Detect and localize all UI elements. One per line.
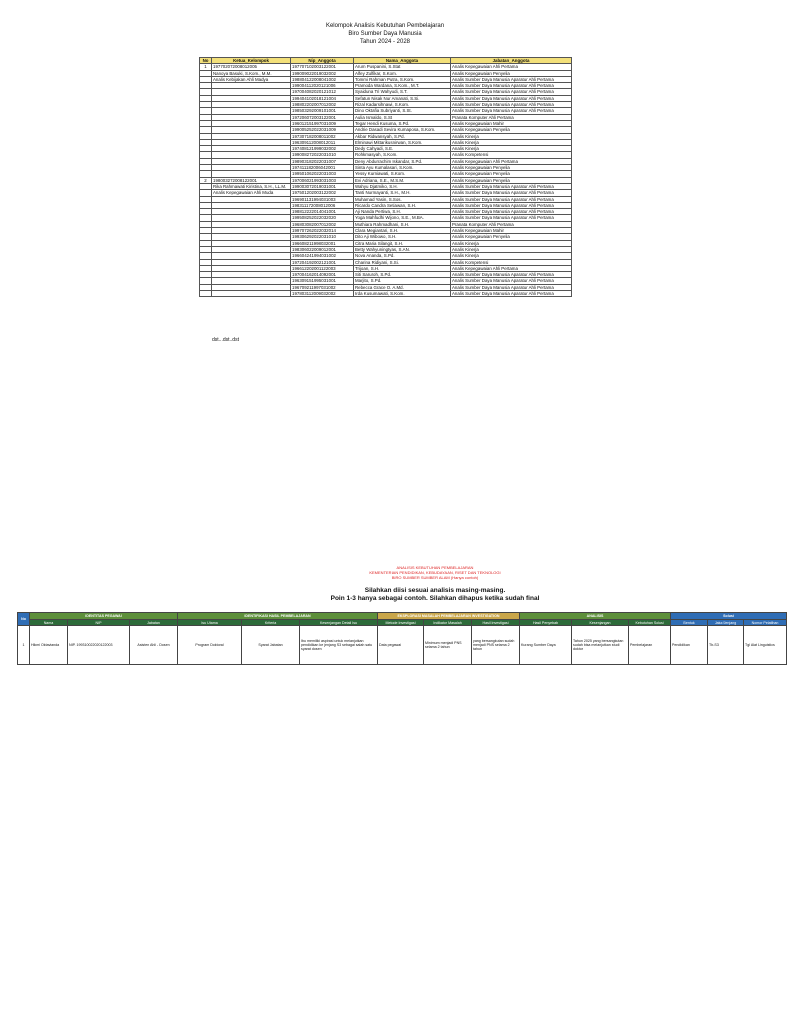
cell-nip: 197204192002121001 [291,259,354,265]
cell-nama: Yoga Mahfudhi Wijono, S.E., M.BA. [354,215,451,221]
cell-jabatan: Analis Kinerja [451,253,572,259]
cell-nama: Dito Aji Wibowo, S.H. [354,234,451,240]
cell-ketua: Analis Kebijakan Ahli Madya [212,76,291,82]
cell-nip: 196604241994031002 [291,253,354,259]
cell-nip: 198812222014041001 [291,209,354,215]
row-indikator: Minimum menjadi PNS selama 2 tahun [424,626,472,665]
cell-nama: Nova Ananda, S.Pd. [354,253,451,259]
cell-nama: Muhamad Yasin, S.Sos. [354,196,451,202]
cell-jabatan: Analis Sumber Daya Manusia Aparatur Ahli Pertama [451,215,572,221]
cell-nip: 197803112009032002 [291,290,354,296]
cell-jabatan: Analis Sumber Daya Manusia Aparatur Ahli Pertama [451,290,572,296]
cell-nama: Dedy Cahyadi, S.E. [354,146,451,152]
cell-nama: Rohkmasyah, S.Kom. [354,152,451,158]
cell-jabatan: Analis Sumber Daya Manusia Aparatur Ahli Pertama [451,272,572,278]
cell-nama: Sinta Ayu Kumalasari, S.Kom. [354,165,451,171]
row-kebutuhan: Pembelajaran [629,626,671,665]
cell-jabatan: Analis Sumber Daya Manusia Aparatur Ahli Pertama [451,183,572,189]
cell-ketua: Analis Kepegawaian Ahli Muda [212,190,291,196]
cell-jabatan: Analis Sumber Daya Manusia Aparatur Ahli Pertama [451,284,572,290]
cell-ketua: 198003272008122001 [212,177,291,183]
cell-jabatan: Analis Sumber Daya Manusia Aparatur Ahli Pertama [451,202,572,208]
cell-nip: 199008272022031010 [291,152,354,158]
table-row [200,190,572,196]
cell-nip: 197707102003122001 [291,64,354,70]
cell-jabatan: Analis Kinerja [451,139,572,145]
cell-nip: 197307182008011002 [291,133,354,139]
row-no: 1 [18,626,30,665]
cell-jabatan: Analis Sumber Daya Manusia Aparatur Ahli Pertama [451,95,572,101]
cell-nip: 197501202003122002 [291,190,354,196]
sub-nip: NIP [68,620,130,626]
row-jalur: Tb-S3 [708,626,744,665]
group-eksplorasi: EKSPLORASI MASALAH PEMBELAJARAN INVESTIGATION [378,613,520,620]
cell-jabatan: Analis Kompetensi [451,259,572,265]
cell-jabatan: Analis Kepegawaian Ahli Pertama [451,265,572,271]
cell-nama: Charina Ridiyani, S.Si. [354,259,451,265]
table-row [200,64,572,70]
cell-nip: 199501062022031003 [291,171,354,177]
cell-jabatan: Analis Kinerja [451,146,572,152]
cell-nama: Ricardo Candra Setiawan, S.H. [354,202,451,208]
cell-jabatan: Analis Sumber Daya Manusia Aparatur Ahli Pertama [451,102,572,108]
cell-nip: 197006021993031003 [291,177,354,183]
group-analisis: ANALISIS [520,613,671,620]
cell-nip: 199004112020121006 [291,83,354,89]
cell-nama: Deny Abdurrachim Iskandar, S.Pd. [354,158,451,164]
title-line-3: Tahun 2024 - 2028 [359,39,411,45]
cell-jabatan: Analis Sumber Daya Manusia Aparatur Ahli Pertama [451,83,572,89]
cell-nama: Marjito, S.Pd. [354,278,451,284]
cell-jabatan: Analis Kompetensi [451,152,572,158]
sub-indikator: Indikator Masalah [424,620,472,626]
cell-nama: Tegar Hendi Kusuma, S.Pd. [354,120,451,126]
cell-nip: 198503292009101001 [291,108,354,114]
cell-jabatan: Analis Sumber Daya Manusia Aparatur Ahli Pertama [451,209,572,215]
cell-jabatan: Analis Kinerja [451,246,572,252]
title-line-2: Biro Sumber Daya Manusia [348,31,422,37]
sub-metode: Metode Investigasi [378,620,424,626]
cell-nip: 199707262022032014 [291,228,354,234]
cell-jabatan: Analis Sumber Daya Manusia Aparatur Ahli Pertama [451,196,572,202]
groups-table [199,57,572,297]
cell-jabatan: Analis Kepegawaian Penyelia [451,165,572,171]
cell-nip: 198802202007012002 [291,102,354,108]
col-ketua: Ketua_Kelompok [212,58,291,64]
cell-nama: Elminawi Mittarikusnirwan, S.Kom. [354,139,451,145]
cell-nama: Alfey Zulfikar, S.Kom. [354,70,451,76]
cell-ketua [212,290,291,296]
sub-nomor: Nomor Pelatihan [744,620,787,626]
etc-text: dst...dst..dst [212,337,239,343]
cell-nip: 197004162014092001 [291,272,354,278]
table-row [200,76,572,82]
sub-kriteria: Kriteria [242,620,300,626]
groups-table-header [200,58,572,64]
sub-hasil: Hasil Investigasi [472,620,520,626]
cell-nip: 197408121999032002 [291,146,354,152]
col-nip: Nip_Anggota [291,58,354,64]
title-line-1: Kelompok Analisis Kebutuhan Pembelajaran [325,23,445,29]
analysis-heading-3: BIRO SUMBER SUMBER ALAM (Hanya contoh) [391,575,479,580]
cell-nip: 197004082020121012 [291,89,354,95]
cell-nama: Dino Oktafia Subriyanti, S.St. [354,108,451,114]
cell-jabatan: Analis Sumber Daya Manusia Aparatur Ahli Pertama [451,278,572,284]
cell-jabatan: Pranata Komputer Ahli Pertama [451,114,572,120]
cell-no: 1 [200,64,212,70]
row-kriteria: Syarat Jabatan [242,626,300,665]
cell-nama: Tanti Nurmayanti, S.H., M.H. [354,190,451,196]
cell-jabatan: Analis Kepegawaian Penyelia [451,177,572,183]
cell-jabatan: Analis Kepegawaian Penyelia [451,171,572,177]
cell-nip: 196901131994031003 [291,196,354,202]
cell-nip: 199306292022031010 [291,234,354,240]
sub-isu: Isu Utama [178,620,242,626]
cell-nama: Syaiduna Tri Wahyudi, S.T. [354,89,451,95]
row-metode: Data pegawai [378,626,424,665]
cell-nama: Rizal Kadarsihnawi, S.Kom. [354,102,451,108]
col-nama: Nama_Anggota [354,58,451,64]
cell-nama: Trijoan, S.H. [354,265,451,271]
cell-nama: Aji Nanda Pertiwa, S.H. [354,209,451,215]
row-kesenjangan: Tahun 2025 yang bersangkutan sudah bisa melanjutkan studi doktor [572,626,629,665]
cell-nip: 199003072019031001 [291,183,354,189]
row-bentuk: Pendidikan [671,626,708,665]
row-penyebab: Kurang Sumber Daya [520,626,572,665]
group-identifikasi: IDENTIFIKASI HASIL PEMBELAJARAN [178,613,378,620]
cell-nip: 196012151997031009 [291,120,354,126]
cell-jabatan: Analis Kepegawaian Mahir [451,120,572,126]
cell-jabatan: Analis Sumber Daya Manusia Aparatur Ahli Pertama [451,190,572,196]
row-nip: NIP. 199310022020122003 [68,626,130,665]
sub-jabatan: Jabatan [130,620,178,626]
instruction-note-1: Silahkan diisi sesuai analisis masing-masing. [364,587,506,594]
cell-nama: Yessy Kurniawati, S.Kom. [354,171,451,177]
analysis-heading-1: ANALISIS KEBUTUHAN PEMBELAJARAN [396,565,474,570]
sub-detail: Kesenjangan Detail Isu [300,620,378,626]
row-isu: Program Doktoral [178,626,242,665]
cell-ketua: Nanoya Basuki, S.Kom., M.M. [212,70,291,76]
row-nomor: Tgl Alat Linguistics [744,626,787,665]
cell-nip: 198804122008041002 [291,76,354,82]
sub-nama: Nama [30,620,68,626]
cell-nip: 196709211997031002 [291,284,354,290]
cell-nip: 199508252022032020 [291,215,354,221]
cell-nama: Rebecca Grace O. A.Md. [354,284,451,290]
table-row [200,183,572,189]
row-detail: Ibu memiliki aspirasi untuk melanjutkan pendidikan ke jenjang S3 sebagai salah satu syarat dosen [300,626,378,665]
cell-nip: 196309112008012011 [291,139,354,145]
cell-nip: 197206072003122001 [291,114,354,120]
cell-nama: Muthiara Rahmadhani, S.H. [354,221,451,227]
cell-nama: Evi Adriana, S.E., M.S.M. [354,177,451,183]
cell-nip: 198311172008012006 [291,202,354,208]
cell-nip: 199005252022031009 [291,127,354,133]
cell-nip: 196803082007012002 [291,221,354,227]
cell-jabatan: Analis Sumber Daya Manusia Aparatur Ahli Pertama [451,108,572,114]
cell-nip: 196608211998032001 [291,240,354,246]
cell-nama: Citra Maria Silangit, S.H. [354,240,451,246]
cell-nama: Akbar Ridwansyah, S.Pd. [354,133,451,139]
cell-nip: 198306022009012001 [291,246,354,252]
cell-jabatan: Analis Sumber Daya Manusia Aparatur Ahli Pertama [451,76,572,82]
cell-nama: Betty Wahyuningtyas, S.AN. [354,246,451,252]
cell-jabatan: Analis Kepegawaian Mahir [451,228,572,234]
sub-jalur: Jalur/Jenjang [708,620,744,626]
cell-nama: Clara Megiantari, S.H. [354,228,451,234]
cell-jabatan: Analis Kepegawaian Penyelia [451,127,572,133]
sub-penyebab: Hasil Penyebab [520,620,572,626]
sub-kebutuhan: Kebutuhan Solusi [629,620,671,626]
col-no: No [200,58,212,64]
cell-nama: Wahyu Djatmiko, S.H. [354,183,451,189]
row-jabatan: Asisten Ahli - Dosen [130,626,178,665]
cell-ketua: Rika Rahmawati Kiristina, S.H., LL.M. [212,183,291,189]
cell-no [200,290,212,296]
cell-nama: Arum Puspanini, S.Stat [354,64,451,70]
cell-nip: 197411182006042001 [291,165,354,171]
cell-nama: Irda Kusumawati, S.Kom. [354,290,451,296]
group-identitas: IDENTITAS PEGAWAI [30,613,178,620]
cell-nama: Andrie Dasadi Sevira Kumaposa, S.Kom. [354,127,451,133]
analysis-col-no: No [18,613,30,626]
cell-nama: Pramoda Wardana, S.Kom., M.T. [354,83,451,89]
sub-bentuk: Bentuk [671,620,708,626]
cell-jabatan: Analis Kepegawaian Ahli Pertama [451,158,572,164]
cell-nip: 199404102018121004 [291,95,354,101]
analysis-group-header [18,613,787,620]
analysis-table [17,612,787,665]
cell-jabatan: Analis Kinerja [451,240,572,246]
analysis-row [18,626,787,665]
cell-nama: Sefatun Nisak Nur Amanati, S.Si. [354,95,451,101]
cell-jabatan: Analis Kepegawaian Penyelia [451,70,572,76]
row-hasil: yang bersangkutan sudah menjadi PNS selama 2 tahun [472,626,520,665]
sub-kesenjangan: Kesenjangan [572,620,629,626]
groups-table-body [200,64,572,297]
analysis-heading-2: KEMENTERIAN PENDIDIKAN, KEBUDAYAAN, RISET DAN TEKNOLOGI [369,570,501,575]
cell-nip: 196309151995031001 [291,278,354,284]
cell-nama: Tommi Rahman Putra, S.Kom. [354,76,451,82]
table-row [200,290,572,296]
cell-no: 2 [200,177,212,183]
cell-ketua: 197702072008012005 [212,64,291,70]
row-nama: Hikmi Oktavianda [30,626,68,665]
col-jabatan: Jabatan_Anggota [451,58,572,64]
cell-nama: Siti Saruroh, S.Pd. [354,272,451,278]
cell-jabatan: Analis Kinerja [451,133,572,139]
cell-nip: 199009022019032002 [291,70,354,76]
cell-nip: 198903182022031007 [291,158,354,164]
instruction-note-2: Poin 1-3 hanya sebagai contoh. Silahkan dihapus ketika sudah final [330,595,540,602]
cell-jabatan: Analis Sumber Daya Manusia Aparatur Ahli Pertama [451,89,572,95]
cell-jabatan: Analis Kepegawaian Ahli Pertama [451,64,572,70]
cell-nip: 196612202001122003 [291,265,354,271]
group-solusi: Solusi [671,613,787,620]
cell-jabatan: Pranata Komputer Ahli Pertama [451,221,572,227]
cell-jabatan: Analis Kepegawaian Penyelia [451,234,572,240]
cell-nama: Aulia Ismaldo, S.St [354,114,451,120]
